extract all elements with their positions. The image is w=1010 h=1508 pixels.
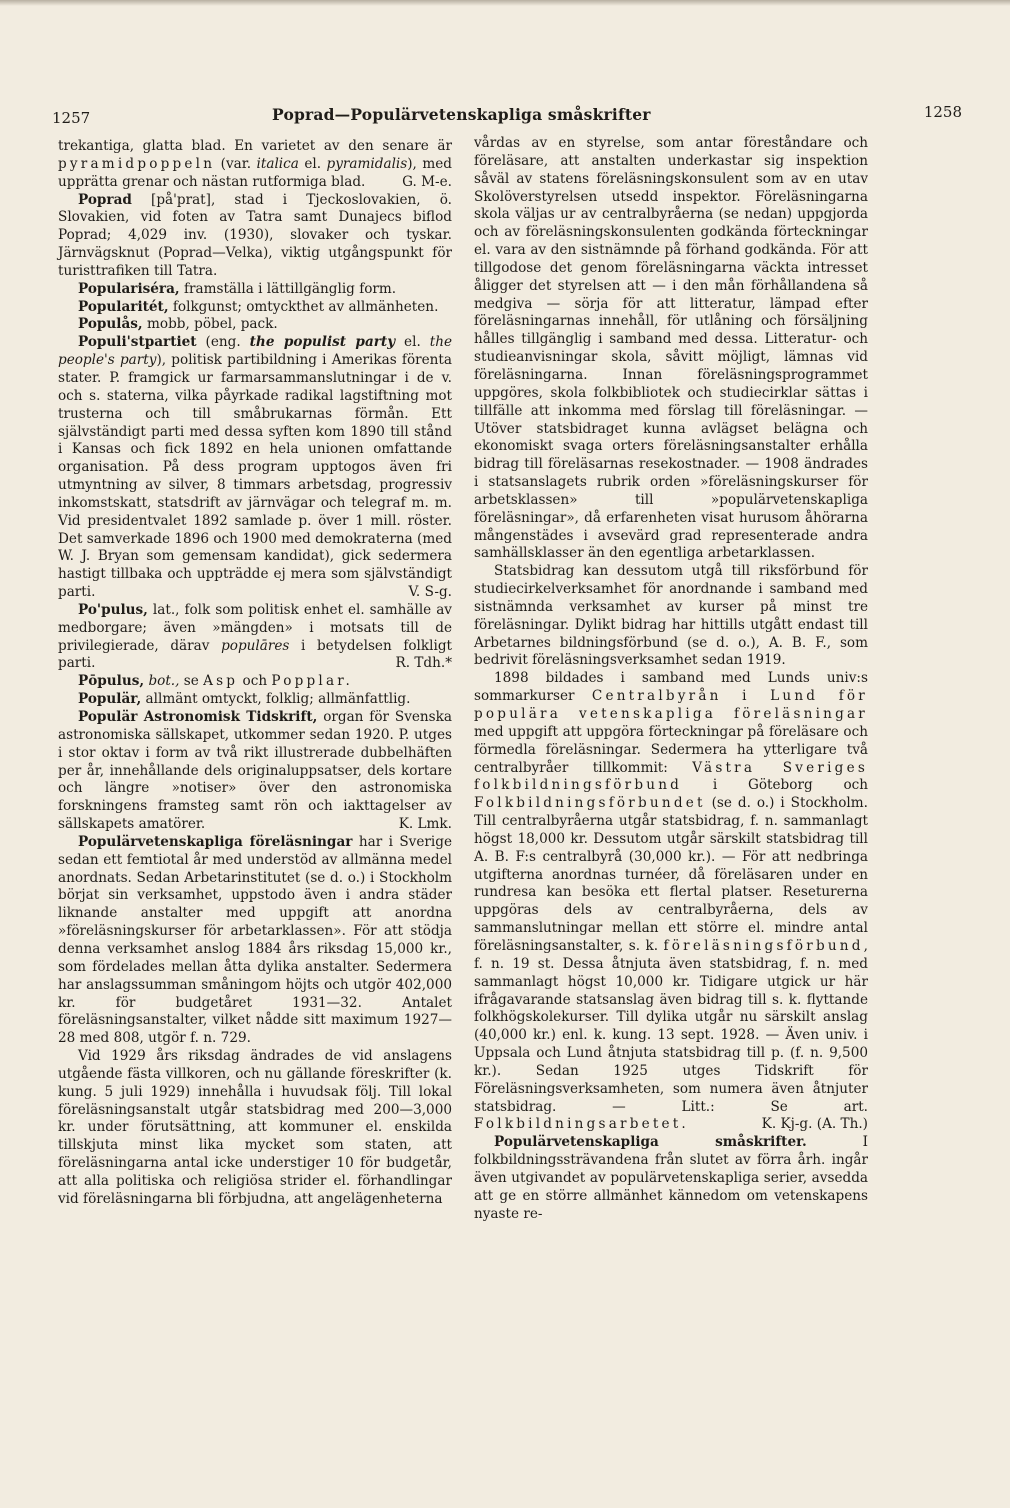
signature: K. Lmk. [398, 816, 452, 833]
entry-poprad: Poprad [på'prat], stad i Tjeckoslovakien, ö. Slovakien, vid foten av Tatra samt Dunajecs biflod Poprad; 4,029 inv. (1930), slovaker och tyskar. Järnvägsknut (Poprad—Velka), viktig utgångspunkt för turisttrafiken till Tatra. [58, 191, 452, 279]
signature: R. Tdh.* [395, 655, 452, 672]
page-number-left: 1257 [52, 109, 91, 127]
entry-popularvetenskapliga-forelasningar: Populärvetenskapliga föreläsningar har i Sverige sedan ett femtiotal år med understöd av allmänna medel anordnats. Sedan Arbetarinstitutet (se d. o.) i Stockholm börjat sin verksamhet, uppstodo även i andra städer liknande anstalter med uppgift att anordna »föreläsningskurser för arbetarklassen». För att stödja denna verksamhet anslog 1884 års riksdag 15,000 kr., som fördelades mellan åtta dylika anstalter. Sedermera har anslagssumman småningom höjts och utgör 402,000 kr. för budgetåret 1931—32. Antalet föreläsningsanstalter, vilket nådde sitt maximum 1927—28 med 808, utgör f. n. 729. [58, 833, 452, 1047]
right-column [474, 135, 868, 1223]
signature: G. M-e. [402, 173, 452, 190]
entry-popular: Populär, allmänt omtyckt, folklig; allmänfattlig. [78, 691, 411, 708]
entry-populistpartiet: Populi'stpartiet (eng. the populist party el. the people's party), politisk partibildning i Amerikas förenta stater. P. framgick ur farmarsammanslutningar i de v. och s. staterna, vilka påyrkade radikal lagstiftning mot trusterna och till småbrukarnas förmån. Ett självständigt parti med dessa syften kom 1890 till stånd i Kansas och fick 1892 en hela unionen omfattande organisation. På dess program upptogos även fri utmyntning av silver, 8 timmars arbetsdag, progressiv inkomstskatt, statsdrift av järnvägar och telegraf m. m. Vid presidentvalet 1892 samlade p. över 1 mill. röster. Det samverkade 1896 och 1900 med demokraterna (med W. J. Bryan som gemensam kandidat), gick sedermera hastigt tillbaka och uppträdde ej mera som självständigt parti. V. S-g. [58, 334, 452, 601]
running-title: Poprad—Populärvetenskapliga småskrifter [272, 105, 651, 124]
entry-pyramidpoppel: trekantiga, glatta blad. En varietet av den senare är pyramidpoppeln (var. italica el. pyramidalis), med upprätta grenar och nästan rutformiga blad. G. M-e. [58, 138, 452, 190]
entry-populus-lat: Po'pulus, lat., folk som politisk enhet el. samhälle av medborgare; även »mängden» i motsats till de privilegierade, därav populāres i betydelsen folkligt parti. R. Tdh.* [58, 601, 453, 672]
signature: V. S-g. [408, 584, 452, 601]
left-column [58, 138, 452, 1209]
entry-populus-bot: Pōpulus, bot., se Asp och Popplar. [78, 673, 353, 690]
paragraph-riksdag-1929: Vid 1929 års riksdag ändrades de vid anslagens utgående fästa villkoren, och nu gällande föreskrifter (k. kung. 5 juli 1929) innehålla i huvudsak följ. Till lokal föreläsningsanstalt utgår statsbidrag med 200—3,000 kr. under förutsättning, att kommuner el. enskilda tillskjuta minst lika mycket som staten, att föreläsningarna antal icke understiger 10 för budgetår, att alla politiska och religiösa strider el. förhandlingar vid föreläsningarna bli förbjudna, att angelägenheterna [58, 1048, 452, 1207]
paragraph-statsbidrag: Statsbidrag kan dessutom utgå till riksförbund för studiecirkelverksamhet för anordnande i samband med sistnämnda verksamhet av kurser på minst tre föreläsningar. Dylikt bidrag har hittills utgått endast till Arbetarnes bildningsförbund (se d. o.), A. B. F., som bedrivit föreläsningsverksamhet sedan 1919. [474, 563, 868, 669]
entry-popularitet: Popularitét, folkgunst; omtyckthet av allmänheten. [78, 298, 439, 315]
running-header [52, 103, 962, 131]
page-number-right: 1258 [923, 103, 962, 121]
paragraph-centralbyraer: 1898 bildades i samband med Lunds univ:s sommarkurser Centralbyrån i Lund för populära vetenskapliga föreläsningar med uppgift att uppgöra förteckningar på föreläsare och förmedla föreläsningar. Sedermera ha ytterligare två centralbyråer tillkommit: Västra Sveriges folkbildningsförbund i Göteborg och Folkbildningsförbundet (se d. o.) i Stockholm. Till centralbyråerna utgår statsbidrag, f. n. sammanlagt högst 18,000 kr. Dessutom utgår särskilt statsbidrag till A. B. F:s centralbyrå (30,000 kr.). — För att nedbringa utgifterna anordnas turnéer, då föreläsaren under en rundresa kan besöka ett flertal platser. Reseturerna uppgöras dels av centralbyråerna, dels av sammanslutningar mellan ett större el. mindre antal föreläsningsanstalter, s. k. föreläsningsförbund, f. n. 19 st. Dessa åtnjuta även statsbidrag, f. n. med sammanlagt högst 10,000 kr. Tidigare utgick ur här ifrågavarande statsanslag även bidrag till s. k. flyttande folkhögskolekurser. Till dylika utgår nu särskilt anslag (40,000 kr.) enl. k. kung. 13 sept. 1928. — Även univ. i Uppsala och Lund åtnjuta statsbidrag till p. (f. n. 9,500 kr.). Sedan 1925 utges Tidskrift för Föreläsningsverksamheten, som numera även åtnjuter statsbidrag. — Litt.: Se art. Folkbildningsarbetet. K. Kj-g. (A. Th.) [474, 670, 869, 1133]
entry-popularisera: Populariséra, framställa i lättillgänglig form. [78, 280, 397, 297]
entry-popular-astronomisk-tidskrift: Populär Astronomisk Tidskrift, organ för Svenska astronomiska sällskapet, utkommer sedan 1920. P. utges i stor oktav i form av två rikt illustrerade dubbelhäften per år, innehållande dels originaluppsatser, dels kortare och längre »notiser» över den astronomiska forskningens framsteg samt rön och iakttagelser av sällskapets amatörer. K. Lmk. [58, 709, 452, 833]
entry-populas: Populås, mobb, pöbel, pack. [78, 316, 278, 333]
entry-popularvetenskapliga-smaskrifter: Populärvetenskapliga småskrifter. I folkbildningssträvandena från slutet av förra årh. ingår även utgivandet av populärvetenskapliga serier, avsedda att ge en större allmänhet kännedom om vetenskapens nyaste re- [474, 1134, 868, 1222]
paragraph-styrelse: vårdas av en styrelse, som antar föreståndare och föreläsare, att anstalten underkastar sig inspektion såväl av statens föreläsningskonsulent som av en utav Skolöverstyrelsen utsedd inspektor. Föreläsningarna skola väljas ur av centralbyråerna (se nedan) uppgjorda och av föreläsningskonsulenten godkända förteckningar el. vara av den sistnämnde på förhand godkända. För att tillgodose det genom föreläsningarna väckta intresset åligger det styrelsen att — i den mån förhållandena så medgiva — sörja för att litteratur, lämpad efter föreläsningarnas innehåll, för utlåning och försäljning hålles tillgänglig i samband med dessa. Litteratur- och studieanvisningar skola, såvitt möjligt, lämnas vid föreläsningarna. Innan föreläsningsprogrammet uppgöres, skola folkbibliotek och studiecirklar sättas i tillfälle att inkomma med förslag till föreläsningar. — Utöver statsbidraget kunna avlägset belägna och ekonomiskt svaga orters föreläsningsanstalter erhålla bidrag till föreläsarnas resekostnader. — 1908 ändrades i statsanslagets rubrik orden »föreläsningskurser för arbetsklassen» till »populärvetenskapliga föreläsningar», då erfarenheten visat hurusom åhörarna mångenstädes i avsevärd grad representerade andra samhällsklasser än den egentliga arbetarklassen. [474, 135, 868, 562]
page-top-edge [0, 0, 1010, 6]
signature: K. Kj-g. (A. Th.) [761, 1116, 868, 1133]
